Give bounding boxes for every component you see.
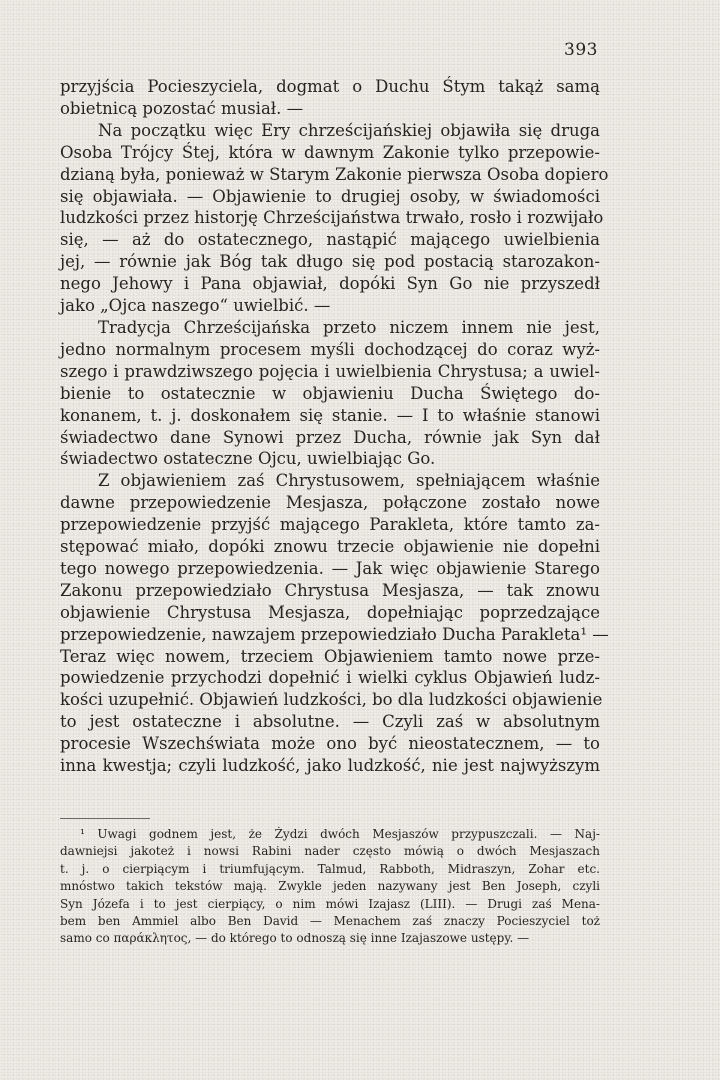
text-line: Tradycja Chrześcijańska przeto niczem innem nie jest, — [98, 317, 600, 337]
footnote — [60, 826, 600, 948]
text-line: stępować miało, dopóki znowu trzecie objawienie nie dopełni — [60, 537, 600, 557]
text-line: nego Jehowy i Pana objawiał, dopóki Syn Go nie przyszedł — [60, 274, 600, 294]
text-line: ludzkości przez historję Chrześcijaństwa trwało, rosło i rozwijało — [60, 208, 604, 228]
footnote-line: bem ben Ammiel albo Ben David — Menachem zaś znaczy Pocieszyciel toż — [60, 914, 600, 929]
text-line: inna kwestja; czyli ludzkość, jako ludzkość, nie jest najwyższym — [60, 756, 600, 776]
text-line: świadectwo ostateczne Ojcu, uwielbiając Go. — [60, 449, 436, 469]
text-line: się objawiała. — Objawienie to drugiej osoby, w świadomości — [60, 186, 600, 206]
footnote-line: Syn Józefa i to jest cierpiący, o nim mówi Izajasz (LIII). — Drugi zaś Mena- — [60, 896, 600, 911]
text-line: kości uzupełnić. Objawień ludzkości, bo dla ludzkości objawienie — [60, 690, 603, 710]
footnote-line: mnóstwo takich tekstów mają. Zwykle jeden nazywany jest Ben Joseph, czyli — [60, 879, 600, 894]
text-line: szego i prawdziwszego pojęcia i uwielbienia Chrystusa; a uwiel- — [60, 361, 600, 381]
text-line: jej, — równie jak Bóg tak długo się pod postacią starozakon- — [60, 252, 600, 272]
text-line: procesie Wszechświata może ono być nieostatecznem, — to — [60, 734, 600, 754]
text-line: objawienie Chrystusa Mesjasza, dopełniając poprzedzające — [60, 602, 600, 622]
text-line: przepowiedzenie, nawzajem przepowiedziało Ducha Parakleta¹ — — [60, 624, 609, 644]
text-line: jako „Ojca naszego“ uwielbić. — — [60, 296, 331, 316]
text-line: konanem, t. j. doskonałem się stanie. — I to właśnie stanowi — [60, 405, 600, 425]
text-line: powiedzenie przychodzi dopełnić i wielki cyklus Objawień ludz- — [60, 668, 600, 688]
text-line: Na początku więc Ery chrześcijańskiej objawiła się druga — [98, 120, 600, 140]
text-line: to jest ostateczne i absolutne. — Czyli zaś w absolutnym — [60, 712, 600, 732]
text-line: się, — aż do ostatecznego, nastąpić mającego uwielbienia — [60, 230, 600, 250]
text-line: dawne przepowiedzenie Mesjasza, połączone zostało nowe — [60, 493, 600, 513]
text-line: Osoba Trójcy Śtej, która w dawnym Zakonie tylko przepowie- — [60, 142, 600, 162]
text-line: Z objawieniem zaś Chrystusowem, spełniającem właśnie — [98, 471, 600, 491]
text-line: dzianą była, ponieważ w Starym Zakonie pierwsza Osoba dopiero — [60, 164, 609, 184]
footnote-line: t. j. o cierpiącym i triumfującym. Talmud, Rabboth, Midraszyn, Zohar etc. — [60, 861, 600, 876]
text-line: świadectwo dane Synowi przez Ducha, równie jak Syn dał — [60, 427, 600, 447]
main-text — [60, 76, 609, 777]
page-number: 393 — [564, 40, 598, 60]
text-line: obietnicą pozostać musiał. — — [60, 98, 304, 118]
footnote-line: samo co παράκλητος, — do którego to odnoszą się inne Izajaszowe ustępy. — — [60, 931, 530, 946]
text-line: Teraz więc nowem, trzeciem Objawieniem tamto nowe prze- — [60, 646, 600, 666]
footnote-divider — [60, 818, 150, 819]
footnote-line: ¹ Uwagi godnem jest, że Żydzi dwóch Mesjaszów przypuszczali. — Naj- — [80, 827, 600, 841]
text-line: przepowiedzenie przyjść mającego Parakleta, które tamto za- — [60, 515, 600, 535]
text-line: Zakonu przepowiedziało Chrystusa Mesjasza, — tak znowu — [60, 580, 600, 600]
text-line: bienie to ostatecznie w objawieniu Ducha Świętego do- — [60, 383, 600, 403]
text-line: tego nowego przepowiedzenia. — Jak więc objawienie Starego — [60, 558, 600, 578]
footnote-line: dawniejsi jakoteż i nowsi Rabini nader często mówią o dwóch Mesjaszach — [60, 844, 600, 859]
text-line: przyjścia Pocieszyciela, dogmat o Duchu Śtym takąż samą — [60, 77, 600, 96]
text-line: jedno normalnym procesem myśli dochodzącej do coraz wyż- — [60, 339, 600, 359]
